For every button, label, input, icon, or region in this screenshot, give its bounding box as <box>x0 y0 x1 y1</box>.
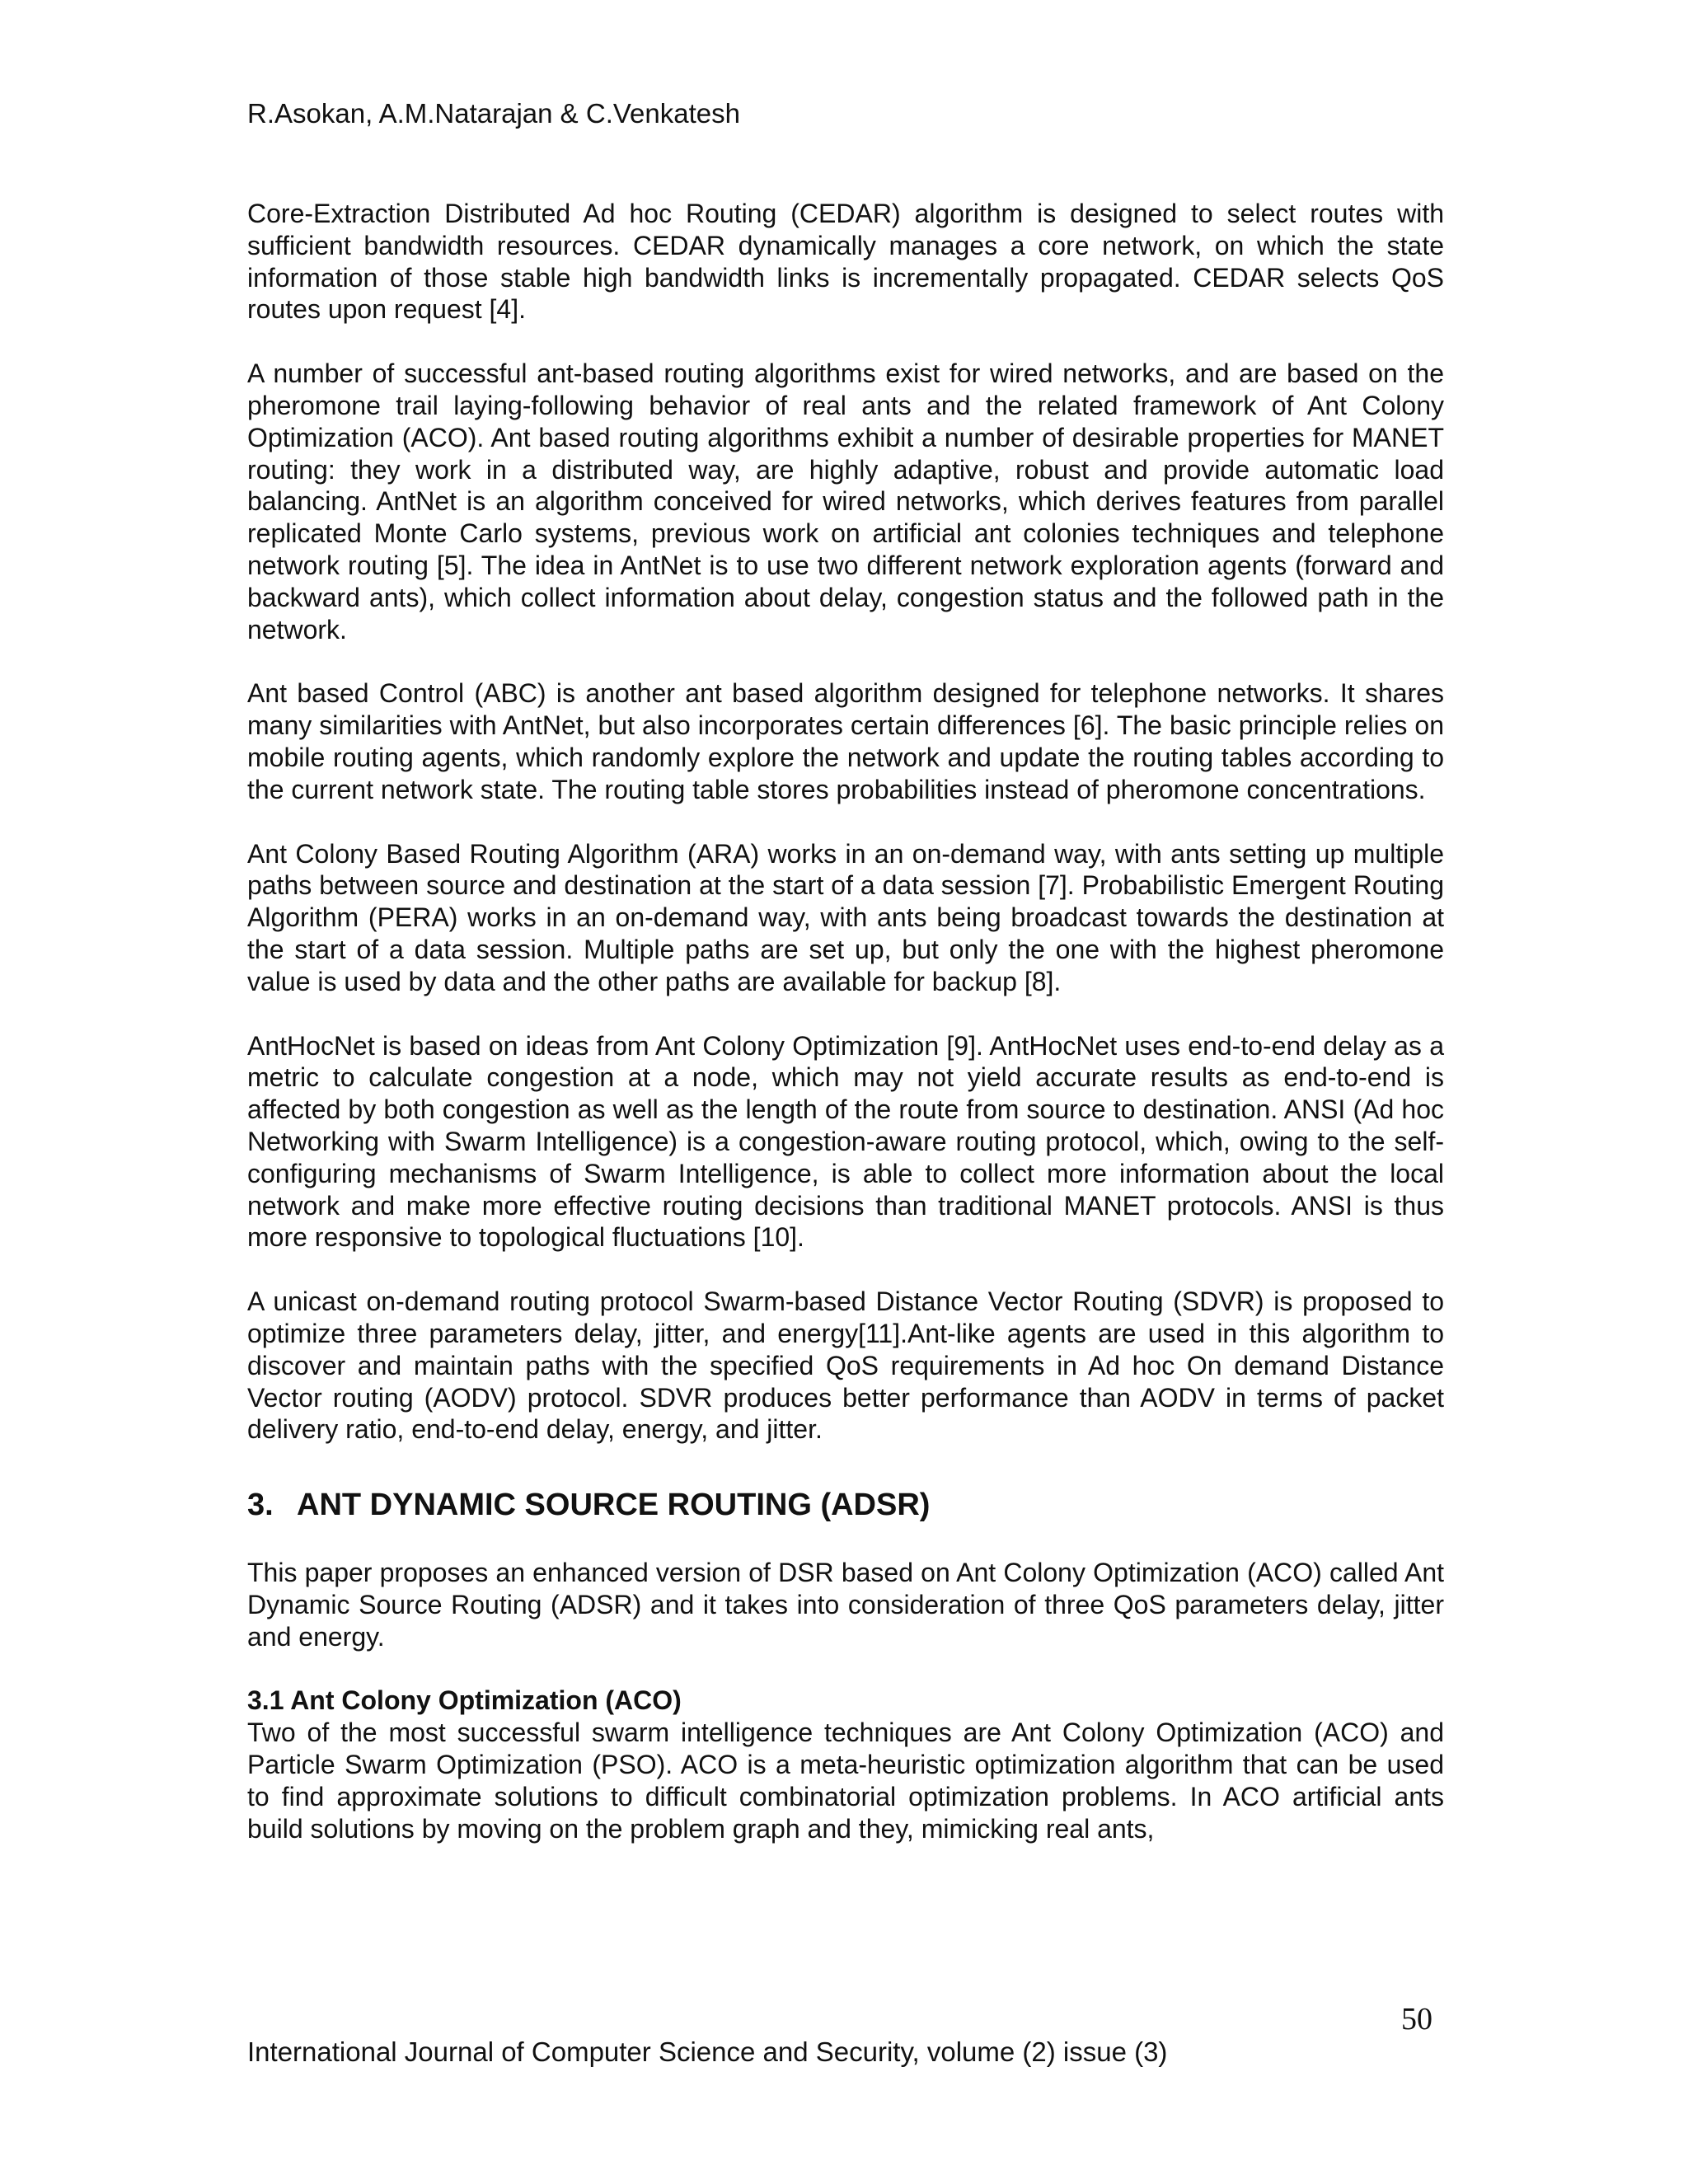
section-title: ANT DYNAMIC SOURCE ROUTING (ADSR) <box>297 1488 931 1523</box>
subsection-heading: 3.1 Ant Colony Optimization (ACO) <box>247 1685 682 1716</box>
paragraph-ara-pera: Ant Colony Based Routing Algorithm (ARA) works in an on-demand way, with ants setting up multiple paths between source and destination at the start of a data session [7]. Probabilistic Emergent Routing Algorithm (PERA) works in an on-demand way, with ants being broadcast towards the destination at the start of a data session. Multiple paths are set up, but only the one with the highest pheromone value is used by data and the other paths are available for backup [8]. <box>247 838 1444 996</box>
paragraph-antnet: A number of successful ant-based routing algorithms exist for wired networks, and are based on the pheromone trail laying-following behavior of real ants and the related framework of Ant Colony Optimization (ACO). Ant based routing algorithms exhibit a number of desirable properties for MANET routing: they work in a distributed way, are highly adaptive, robust and provide automatic load balancing. AntNet is an algorithm conceived for wired networks, which derives features from parallel replicated Monte Carlo systems, previous work on artificial ant colonies techniques and telephone network routing [5]. The idea in AntNet is to use two different network exploration agents (forward and backward ants), which collect information about delay, congestion status and the followed path in the network. <box>247 359 1444 644</box>
running-head-authors: R.Asokan, A.M.Natarajan & C.Venkatesh <box>247 98 740 129</box>
section-number: 3. <box>247 1488 274 1523</box>
page-body <box>247 198 1444 1877</box>
subsection-paragraph: Two of the most successful swarm intelligence techniques are Ant Colony Optimization (ACO) and Particle Swarm Optimization (PSO). ACO is a meta-heuristic optimization algorithm that can be used to find approximate solutions to difficult combinatorial optimization problems. In ACO artificial ants build solutions by moving on the problem graph and they, mimicking real ants, <box>247 1718 1444 1844</box>
section-heading <box>247 1486 1444 1524</box>
section-intro-paragraph: This paper proposes an enhanced version of DSR based on Ant Colony Optimization (ACO) called Ant Dynamic Source Routing (ADSR) and it takes into consideration of three QoS parameters delay, jitter and energy. <box>247 1558 1444 1652</box>
paragraph-abc: Ant based Control (ABC) is another ant based algorithm designed for telephone networks. It shares many similarities with AntNet, but also incorporates certain differences [6]. The basic principle relies on mobile routing agents, which randomly explore the network and update the routing tables according to the current network state. The routing table stores probabilities instead of pheromone concentrations. <box>247 678 1444 804</box>
paragraph-sdvr: A unicast on-demand routing protocol Swarm-based Distance Vector Routing (SDVR) is proposed to optimize three parameters delay, jitter, and energy[11].Ant-like agents are used in this algorithm to discover and maintain paths with the specified QoS requirements in Ad hoc On demand Distance Vector routing (AODV) protocol. SDVR produces better performance than AODV in terms of packet delivery ratio, end-to-end delay, energy, and jitter. <box>247 1286 1444 1445</box>
paragraph-anthocnet-ansi: AntHocNet is based on ideas from Ant Colony Optimization [9]. AntHocNet uses end-to-end delay as a metric to calculate congestion at a node, which may not yield accurate results as end-to-end is affected by both congestion as well as the length of the route from source to destination. ANSI (Ad hoc Networking with Swarm Intelligence) is a congestion-aware routing protocol, which, owing to the self-configuring mechanisms of Swarm Intelligence, is able to collect more information about the local network and make more effective routing decisions than traditional MANET protocols. ANSI is thus more responsive to topological fluctuations [10]. <box>247 1030 1444 1253</box>
paragraph-cedar: Core-Extraction Distributed Ad hoc Routing (CEDAR) algorithm is designed to select routes with sufficient bandwidth resources. CEDAR dynamically manages a core network, on which the state information of those stable high bandwidth links is incrementally propagated. CEDAR selects QoS routes upon request [4]. <box>247 199 1444 325</box>
page-number: 50 <box>1401 2002 1432 2036</box>
footer-journal: International Journal of Computer Science and Security, volume (2) issue (3) <box>247 2036 1168 2067</box>
